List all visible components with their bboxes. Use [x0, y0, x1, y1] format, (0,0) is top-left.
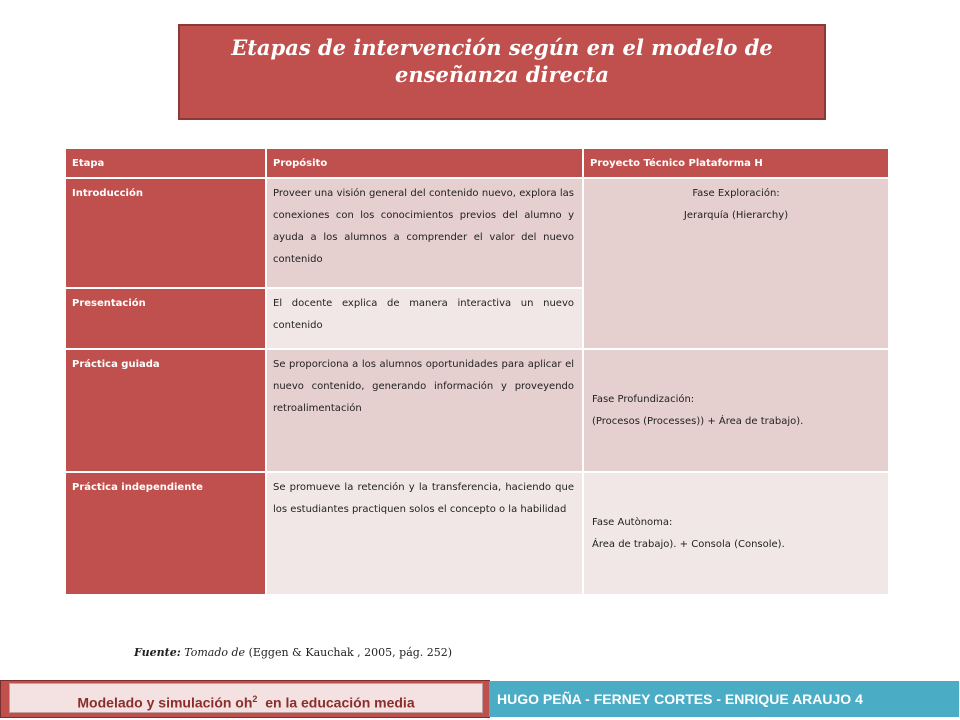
project-cell	[584, 473, 888, 594]
purpose-cell: Se promueve la retención y la transferencia, haciendo que los estudiantes practiquen solos el concepto o la habilidad	[267, 473, 582, 594]
purpose-cell: Se proporciona a los alumnos oportunidades para aplicar el nuevo contenido, generando información y proveyendo retroalimentación	[267, 350, 582, 471]
purpose-cell: El docente explica de manera interactiva un nuevo contenido	[267, 289, 582, 348]
footer-course-banner	[0, 680, 490, 718]
project-cell	[584, 350, 888, 471]
stage-cell: Práctica independiente	[66, 473, 265, 594]
project-detail: Área de trabajo). + Consola (Console).	[592, 538, 785, 550]
project-detail: (Procesos (Processes)) + Área de trabajo).	[592, 415, 804, 427]
slide-title: Etapas de intervención según en el modelo de enseñanza directa	[178, 24, 826, 120]
table-row	[66, 350, 888, 471]
header-proposito: Propósito	[267, 149, 582, 177]
project-phase: Fase Exploración:	[692, 188, 780, 199]
footer-course-superscript: 2	[252, 694, 258, 704]
header-etapa: Etapa	[66, 149, 265, 177]
stage-cell: Introducción	[66, 179, 265, 287]
footer-course-label	[9, 683, 483, 713]
table-row	[66, 473, 888, 594]
source-tomado: Tomado de	[184, 646, 246, 659]
source-citation	[134, 646, 452, 659]
project-detail: Jerarquía (Hierarchy)	[683, 210, 789, 221]
source-lead: Fuente:	[134, 646, 181, 659]
table-row	[66, 179, 888, 287]
source-reference: (Eggen & Kauchak , 2005, pág. 252)	[248, 646, 453, 659]
header-proyecto: Proyecto Técnico Plataforma H	[584, 149, 888, 177]
stages-table	[64, 147, 890, 596]
stage-cell: Práctica guiada	[66, 350, 265, 471]
footer-authors: HUGO PEÑA - FERNEY CORTES - ENRIQUE ARAUJO 4	[489, 681, 959, 717]
footer-course-text: Modelado y simulación oh	[77, 694, 253, 711]
stage-cell: Presentación	[66, 289, 265, 348]
project-cell	[584, 179, 888, 348]
footer-course-suffix: en la educación media	[257, 694, 415, 711]
purpose-cell: Proveer una visión general del contenido nuevo, explora las conexiones con los conocimientos previos del alumno y ayuda a los alumnos a comprender el valor del nuevo contenido	[267, 179, 582, 287]
project-phase: Fase Profundización:	[592, 393, 695, 405]
project-phase: Fase Autònoma:	[592, 516, 673, 528]
table-header-row	[66, 149, 888, 177]
